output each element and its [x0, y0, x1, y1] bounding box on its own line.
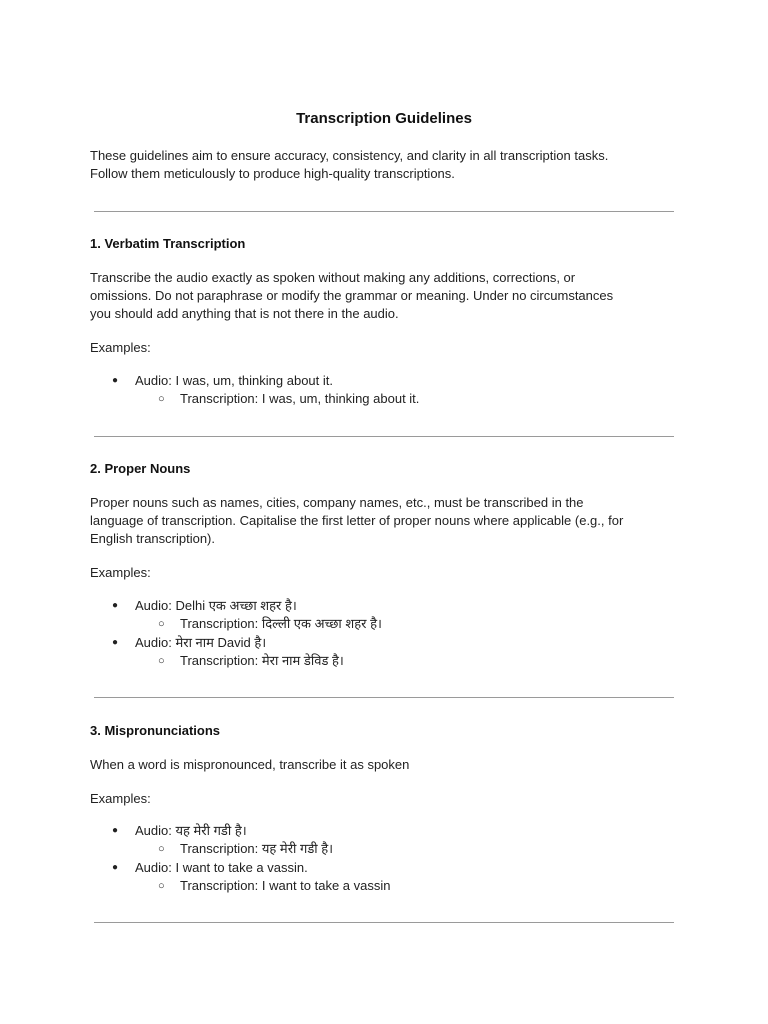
section-heading-mispronunciations: 3. Mispronunciations [90, 723, 221, 738]
section-heading-verbatim: 1. Verbatim Transcription [90, 236, 246, 251]
example-audio: Audio: I want to take a vassin. [135, 860, 308, 875]
example-audio: Audio: यह मेरी गडी है। [135, 823, 247, 838]
section-body-line: you should add anything that is not there in the audio. [90, 306, 399, 321]
hollow-bullet-icon: ○ [158, 618, 165, 630]
example-transcription: Transcription: I was, um, thinking about it. [180, 391, 420, 406]
example-audio: Audio: Delhi एक अच्छा शहर है। [135, 598, 297, 613]
intro-line-2: Follow them meticulously to produce high-quality transcriptions. [90, 166, 455, 181]
section-divider [94, 436, 674, 437]
example-transcription: Transcription: दिल्ली एक अच्छा शहर है। [180, 616, 382, 631]
example-transcription: Transcription: I want to take a vassin [180, 878, 391, 893]
section-heading-proper-nouns: 2. Proper Nouns [90, 461, 191, 476]
hollow-bullet-icon: ○ [158, 655, 165, 667]
examples-label: Examples: [90, 340, 151, 355]
hollow-bullet-icon: ○ [158, 843, 165, 855]
examples-label: Examples: [90, 565, 151, 580]
bullet-icon: ● [112, 375, 119, 386]
section-body-line: Proper nouns such as names, cities, company names, etc., must be transcribed in the [90, 495, 584, 510]
section-body-line: omissions. Do not paraphrase or modify the grammar or meaning. Under no circumstances [90, 288, 614, 303]
section-divider [94, 697, 674, 698]
example-audio: Audio: I was, um, thinking about it. [135, 373, 333, 388]
bullet-icon: ● [112, 637, 119, 648]
hollow-bullet-icon: ○ [158, 393, 165, 405]
document-title: Transcription Guidelines [296, 110, 472, 127]
section-divider [94, 922, 674, 923]
example-transcription: Transcription: यह मेरी गडी है। [180, 841, 334, 856]
section-body-line: English transcription). [90, 531, 215, 546]
example-audio: Audio: मेरा नाम David है। [135, 635, 267, 650]
bullet-icon: ● [112, 600, 119, 611]
section-body-line: Transcribe the audio exactly as spoken without making any additions, corrections, or [90, 270, 576, 285]
examples-label: Examples: [90, 791, 151, 806]
intro-line-1: These guidelines aim to ensure accuracy, consistency, and clarity in all transcription tasks. [90, 148, 609, 163]
section-body-line: language of transcription. Capitalise the first letter of proper nouns where applicable (e.g., for [90, 513, 624, 528]
bullet-icon: ● [112, 862, 119, 873]
bullet-icon: ● [112, 825, 119, 836]
example-transcription: Transcription: मेरा नाम डेविड है। [180, 653, 344, 668]
section-body-line: When a word is mispronounced, transcribe it as spoken [90, 757, 410, 772]
section-divider [94, 211, 674, 212]
hollow-bullet-icon: ○ [158, 880, 165, 892]
